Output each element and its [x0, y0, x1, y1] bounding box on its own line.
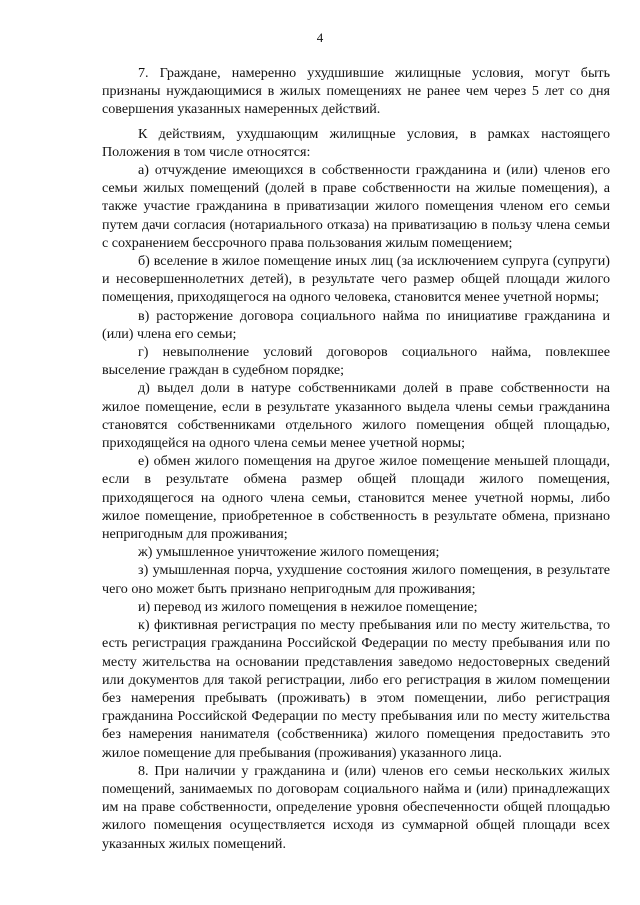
- list-item-e: е) обмен жилого помещения на другое жилое помещение меньшей площади, если в результате обмена размер общей площади жилого помещения, приходящегося на одного члена семьи, становится менее учетной нормы, либо жилое помещение, приобретенное в собственность в результате обмена, признано непригодным для проживания;: [102, 453, 610, 543]
- list-item-zh: ж) умышленное уничтожение жилого помещения;: [138, 544, 440, 561]
- list-item-k: к) фиктивная регистрация по месту пребывания или по месту жительства, то есть регистрация гражданина Российской Федерации по месту пребывания или по месту жительства на основании представления заведомо недостоверных сведений или документов для такой регистрации, либо его регистрация в жилом помещении без намерения пребывать (проживать) в этом помещении, либо регистрация гражданина Российской Федерации по месту пребывания или по месту жительства без намерения нанимателя (собственника) жилого помещения предоставить это жилое помещение для пребывания (проживания) указанного лица.: [102, 617, 610, 761]
- list-item-b: б) вселение в жилое помещение иных лиц (за исключением супруга (супруги) и несовершеннолетних детей), в результате чего размер общей площади жилого помещения, приходящегося на одного человека, становится менее учетной нормы;: [102, 253, 610, 306]
- paragraph-intro: К действиям, ухудшающим жилищные условия, в рамках настоящего Положения в том числе относятся:: [102, 125, 610, 160]
- list-item-d: д) выдел доли в натуре собственниками долей в праве собственности на жилое помещение, если в результате указанного выдела члены семьи гражданина становятся собственниками отдельного жилого помещения общей площадью, приходящейся на одного члена семьи менее учетной нормы;: [102, 380, 610, 452]
- page-number: 4: [316, 30, 324, 45]
- list-item-a: а) отчуждение имеющихся в собственности гражданина и (или) членов его семьи жилых помещений (долей в праве собственности на жилые помещения), а также участие гражданина в приватизации жилого помещения членом его семьи путем дачи согласия (нотариального отказа) на приватизацию в пользу члена семьи с сохранением бессрочного права пользования жилым помещением;: [102, 162, 610, 251]
- paragraph-8: 8. При наличии у гражданина и (или) членов его семьи нескольких жилых помещений, занимаемых по договорам социального найма и (или) принадлежащих им на праве собственности, определение уровня обеспеченности общей площадью жилого помещения осуществляется исходя из суммарной общей площади всех указанных жилых помещений.: [102, 762, 610, 852]
- list-item-g: г) невыполнение условий договоров социального найма, повлекшее выселение граждан в судебном порядке;: [102, 344, 610, 379]
- paragraph-7: 7. Граждане, намеренно ухудшившие жилищные условия, могут быть признаны нуждающимися в жилых помещениях не ранее чем через 5 лет со дня совершения указанных намеренных действий.: [102, 65, 610, 118]
- list-item-z: з) умышленная порча, ухудшение состояния жилого помещения, в результате чего оно может быть признано непригодным для проживания;: [102, 562, 610, 597]
- list-item-v: в) расторжение договора социального найма по инициативе гражданина и (или) члена его семьи;: [102, 307, 610, 342]
- list-item-i: и) перевод из жилого помещения в нежилое помещение;: [138, 598, 478, 615]
